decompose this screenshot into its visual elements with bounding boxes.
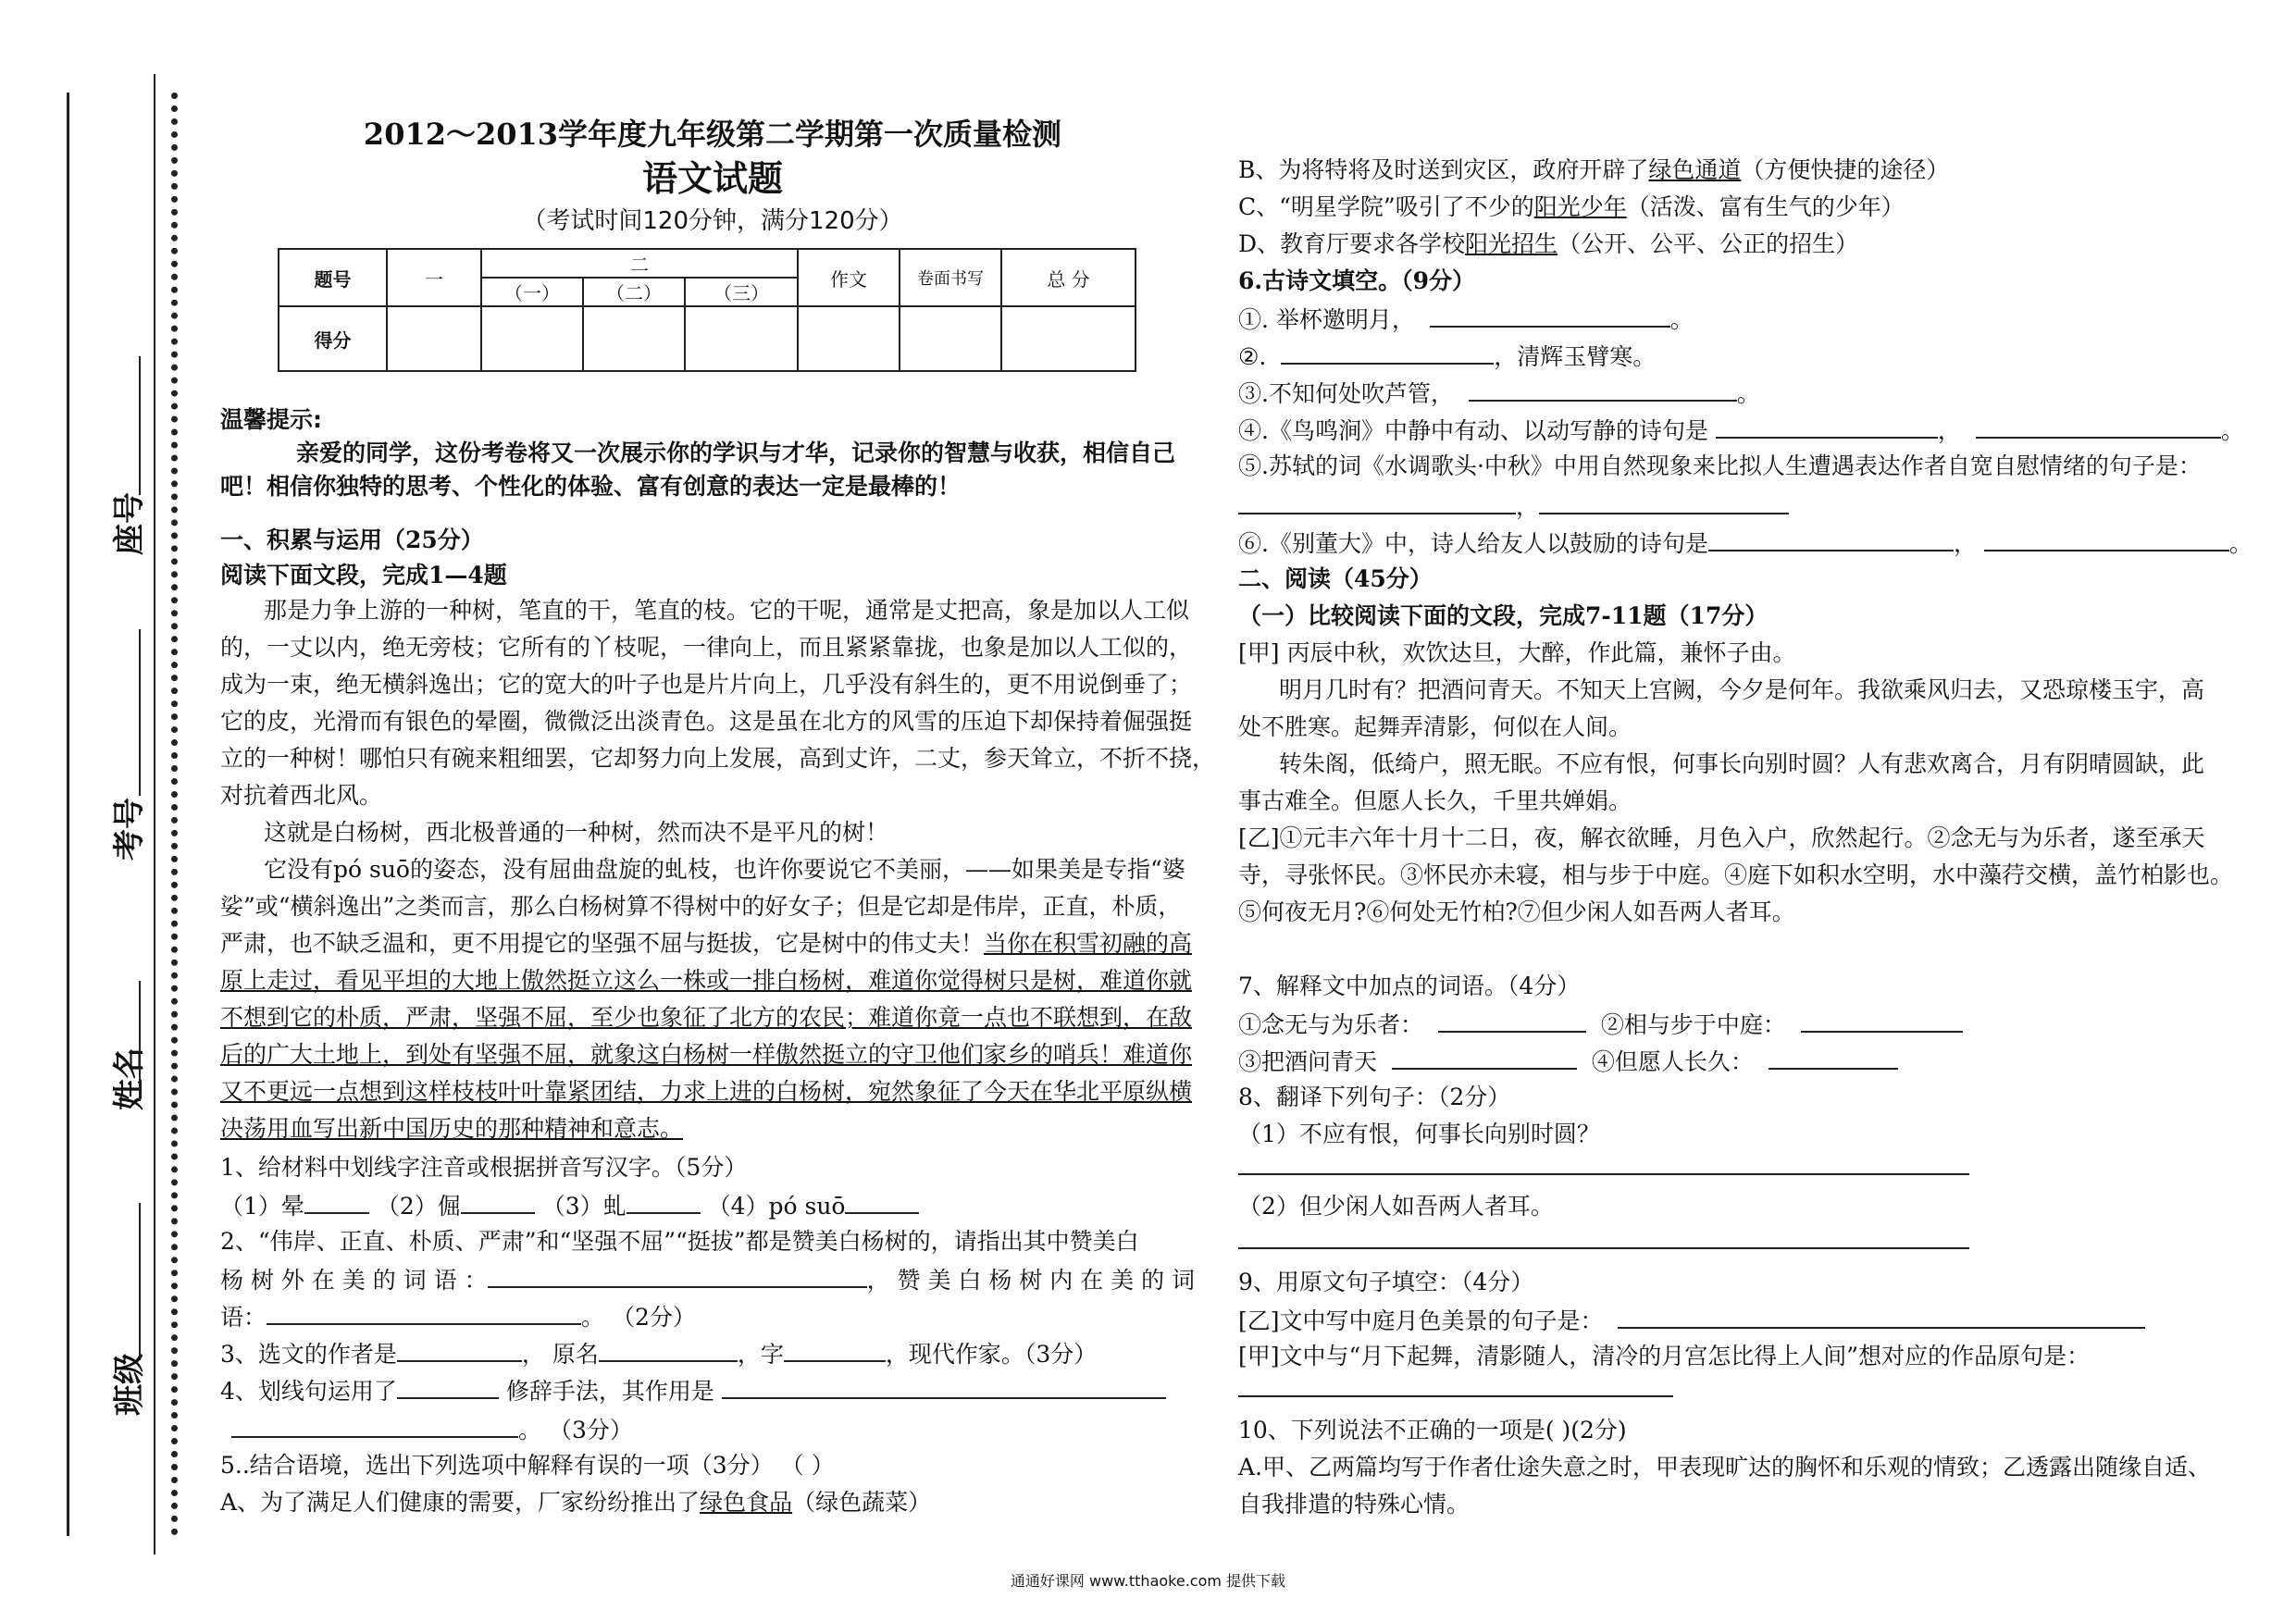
q7-item: ①念无与为乐者：	[1238, 1011, 1424, 1038]
score-cell[interactable]	[583, 306, 685, 371]
header-sub2: （二）	[583, 278, 685, 306]
answer-blank[interactable]	[488, 1262, 867, 1288]
answer-blank[interactable]	[267, 1299, 581, 1325]
answer-blank[interactable]	[845, 1188, 919, 1214]
header-writing: 卷面书写	[900, 249, 1001, 306]
question-2-line-3	[220, 1299, 696, 1334]
q9-item-2: [甲]文中与“月下起舞，清影随人，清冷的月宫怎比得上人间”想对应的作品原句是：	[1238, 1343, 2091, 1369]
q3-a: 3、选文的作者是	[220, 1341, 397, 1368]
class-label: 班级	[111, 1353, 148, 1416]
yi-line: 寺，寻张怀民。③怀民亦未寝，相与步于中庭。④庭下如积水空明，水中藻荇交横，盖竹柏影也。	[1238, 861, 2234, 888]
answer-blank[interactable]	[1984, 526, 2229, 551]
item-sep: ，	[1516, 493, 1540, 520]
binding-line-2	[154, 74, 155, 1555]
score-cell[interactable]	[685, 306, 798, 371]
answer-blank[interactable]	[1281, 339, 1494, 365]
header-one: 一	[387, 249, 481, 306]
section-2-title: 二、阅读（45分）	[1238, 565, 1433, 592]
q2-outer: 杨 树 外 在 美 的 词 语 ：	[220, 1267, 488, 1294]
passage-text: 严肃，也不缺乏温和，更不用提它的坚强不屈与挺拔，它是树中的伟丈夫！	[220, 930, 985, 957]
binding-line	[67, 93, 69, 1536]
score-cell[interactable]	[481, 306, 583, 371]
option-explain: （绿色蔬菜）	[792, 1489, 932, 1516]
q8-item-2: （2）但少闲人如吾两人者耳。	[1238, 1193, 1554, 1220]
subject-title: 语文试题	[641, 157, 783, 199]
underlined-sentence: 决荡用血写出新中国历史的那种精神和意志。	[220, 1115, 684, 1142]
score-cell[interactable]	[1001, 306, 1136, 371]
read-hint: 阅读下面文段，完成1—4题	[220, 562, 507, 588]
q5-option-a	[220, 1486, 931, 1519]
q6-item-4	[1238, 413, 2244, 448]
item-text: ④.《鸟鸣涧》中静中有动、以动写静的诗句是	[1238, 417, 1708, 444]
name-label: 姓名	[111, 1047, 148, 1110]
answer-blank[interactable]	[1469, 376, 1737, 402]
option-text: D、教育厅要求各学校	[1238, 230, 1466, 257]
tips-line-2: 吧！相信你独特的思考、个性化的体验、富有创意的表达一定是最棒的！	[220, 473, 962, 500]
exam-no-field[interactable]	[139, 629, 141, 796]
answer-blank[interactable]	[1430, 302, 1670, 328]
option-explain: （活泼、富有生气的少年）	[1626, 193, 1905, 220]
passage-line: 那是力争上游的一种树，笔直的干，笔直的枝。它的干呢，通常是丈把高，象是加以人工似	[264, 597, 1190, 624]
q1-item-4: （4）pó suō	[707, 1193, 846, 1220]
answer-line[interactable]	[1238, 1395, 1673, 1397]
answer-blank[interactable]	[461, 1188, 535, 1214]
exam-title: 2012～2013学年度九年级第二学期第一次质量检测	[363, 117, 1062, 152]
answer-blank[interactable]	[1539, 489, 1789, 514]
score-cell[interactable]	[387, 306, 481, 371]
q7-row-2	[1238, 1044, 1898, 1079]
q1-item-2: （2）倔	[376, 1193, 461, 1220]
score-table	[278, 248, 1136, 372]
passage-line: 它没有pó suō的姿态，没有屈曲盘旋的虬枝，也许你要说它不美丽，——如果美是专指“婆	[264, 856, 1185, 883]
option-term: 绿色食品	[700, 1489, 793, 1516]
question-1-items	[220, 1188, 919, 1223]
q6-item-3	[1238, 376, 1760, 411]
question-8: 8、翻译下列句子：（2分）	[1238, 1084, 1511, 1110]
q6-item-6	[1238, 526, 2253, 561]
row-score-label: 得分	[279, 306, 387, 371]
tips-label: 温馨提示:	[220, 406, 322, 433]
option-text: A、为了满足人们健康的需要，厂家纷纷推出了	[220, 1489, 701, 1516]
option-explain: （公开、公平、公正的招生）	[1558, 230, 1859, 257]
q6-item-2	[1238, 339, 1656, 374]
seat-label: 座号	[111, 492, 148, 555]
answer-blank[interactable]	[1708, 526, 1954, 551]
q2-word-label: 语：	[220, 1304, 267, 1331]
yi-line: ⑤何夜无月?⑥何处无竹柏?⑦但少闲人如吾两人者耳。	[1238, 898, 1795, 925]
header-sub1: （一）	[481, 278, 583, 306]
passage-line: 娑”或“横斜逸出”之类而言，那么白杨树算不得树中的好女子；但是它却是伟岸，正直，朴质，	[220, 893, 1182, 920]
q9-item-1	[1238, 1303, 2145, 1338]
question-2-line-2	[220, 1262, 1195, 1297]
option-term: 阳光招生	[1465, 230, 1558, 257]
underlined-sentence: 后的广大土地上，到处有坚强不屈，就象这白杨树一样傲然挺立的守卫他们家乡的哨兵！难道你	[220, 1041, 1193, 1068]
answer-blank[interactable]	[1238, 489, 1516, 514]
question-2: 2、“伟岸、正直、朴质、严肃”和“坚强不屈”“挺拔”都是赞美白杨树的，请指出其中赞美白	[220, 1228, 1139, 1255]
answer-line[interactable]	[1238, 1247, 1969, 1249]
q5-option-b	[1238, 154, 1949, 187]
item-text: ②.	[1238, 343, 1267, 370]
cut-line	[171, 93, 178, 1536]
jia-line: 事古难全。但愿人长久，千里共婵娟。	[1238, 787, 1632, 814]
passage-line	[220, 927, 1192, 960]
passage-line: 对抗着西北风。	[220, 782, 383, 809]
answer-line[interactable]	[1238, 1173, 1969, 1175]
q2-score: 。 （2分）	[581, 1304, 696, 1331]
q4-a: 4、划线句运用了	[220, 1378, 397, 1405]
q3-c: ，字	[737, 1341, 784, 1368]
item-end: 。	[1736, 380, 1760, 407]
q5-option-c	[1238, 191, 1905, 224]
header-tihao: 题号	[279, 249, 387, 306]
item-sep: ，	[1953, 530, 1977, 557]
answer-blank[interactable]	[722, 1373, 1166, 1399]
q9-text: [乙]文中写中庭月色美景的句子是：	[1238, 1307, 1604, 1334]
answer-blank[interactable]	[1769, 1044, 1898, 1070]
answer-blank[interactable]	[231, 1412, 518, 1438]
question-10: 10、下列说法不正确的一项是( )(2分)	[1238, 1417, 1627, 1443]
score-cell[interactable]	[798, 306, 900, 371]
passage-line: 这就是白杨树，西北极普通的一种树，然而决不是平凡的树！	[264, 819, 889, 846]
underlined-sentence: 不想到它的朴质，严肃，坚强不屈，至少也象征了北方的农民；难道你竟一点也不联想到，在敌	[220, 1004, 1193, 1031]
header-essay: 作文	[798, 249, 900, 306]
q7-row-1	[1238, 1007, 1963, 1042]
answer-blank[interactable]	[1976, 413, 2221, 439]
jia-line: 处不胜寒。起舞弄清影，何似在人间。	[1238, 713, 1632, 740]
passage-line: 它的皮，光滑而有银色的晕圈，微微泛出淡青色。这是虽在北方的风雪的压迫下却保持着倔强挺	[220, 708, 1193, 735]
score-cell[interactable]	[900, 306, 1001, 371]
answer-blank[interactable]	[627, 1188, 701, 1214]
answer-blank[interactable]	[1438, 1007, 1586, 1033]
item-end: 。	[1669, 306, 1694, 333]
answer-blank[interactable]	[304, 1188, 369, 1214]
item-text: ③.不知何处吹芦管，	[1238, 380, 1454, 407]
question-7: 7、解释文中加点的词语。（4分）	[1238, 973, 1581, 999]
section-1-title: 一、积累与运用（25分）	[220, 527, 484, 553]
passage-line: 的，一丈以内，绝无旁枝；它所有的丫枝呢，一律向上，而且紧紧靠拢，也象是加以人工似的，	[220, 634, 1193, 661]
passage-line: 成为一束，绝无横斜逸出；它的宽大的叶子也是片片向上，几乎没有斜生的，更不用说倒垂了；	[220, 671, 1193, 698]
q5-option-d	[1238, 228, 1858, 261]
q3-b: ， 原名	[521, 1341, 599, 1368]
seat-field[interactable]	[139, 356, 141, 495]
question-6: 6.古诗文填空。（9分）	[1238, 267, 1475, 294]
q3-d: ，现代作家。（3分）	[885, 1341, 1098, 1368]
item-end: ，清辉玉臂寒。	[1494, 343, 1657, 370]
jia-intro: [甲] 丙辰中秋，欢饮达旦，大醉，作此篇，兼怀子由。	[1238, 639, 1796, 666]
q4-c: 。 （3分）	[518, 1417, 633, 1443]
question-4	[220, 1373, 1166, 1408]
name-field[interactable]	[139, 981, 141, 1101]
footer-credit: 通通好课网 www.tthaoke.com 提供下载	[1010, 1572, 1286, 1590]
answer-blank[interactable]	[1716, 413, 1938, 439]
q6-item-5-blanks	[1238, 489, 1789, 524]
q7-item: ②相与步于中庭：	[1600, 1011, 1786, 1038]
option-term: 绿色通道	[1648, 156, 1742, 183]
underlined-sentence: 当你在积雪初融的高	[984, 930, 1193, 957]
yi-line: [乙]①元丰六年十月十二日，夜，解衣欲睡，月色入户，欣然起行。②念无与为乐者，遂至承天	[1238, 824, 2205, 851]
item-end: 。	[2228, 530, 2253, 557]
q8-item-1: （1）不应有恨，何事长向别时圆？	[1238, 1121, 1600, 1147]
item-sep: ，	[1937, 417, 1961, 444]
question-5: 5..结合语境，选出下列选项中解释有误的一项（3分） （ ）	[220, 1452, 835, 1479]
question-4-line-2	[231, 1412, 633, 1447]
q4-b: 修辞手法，其作用是	[505, 1378, 714, 1405]
header-two: 二	[481, 249, 798, 278]
underlined-sentence: 原上走过，看见平坦的大地上傲然挺立这么一株或一排白杨树，难道你觉得树只是树，难道你就	[220, 967, 1193, 994]
option-term: 阳光少年	[1533, 193, 1627, 220]
exam-no-label: 考号	[111, 798, 148, 861]
q1-item-3: （3）虬	[541, 1193, 627, 1220]
q2-inner: ， 赞 美 白 杨 树 内 在 美 的 词	[866, 1267, 1196, 1294]
question-3	[220, 1336, 1097, 1371]
answer-blank[interactable]	[397, 1373, 499, 1399]
item-text: ①. 举杯邀明月，	[1238, 306, 1415, 333]
jia-line: 明月几时有？把酒问青天。不知天上宫阙，今夕是何年。我欲乘风归去，又恐琼楼玉宇，高	[1279, 676, 2205, 703]
answer-blank[interactable]	[784, 1336, 886, 1362]
header-total: 总 分	[1001, 249, 1136, 306]
tips-line-1: 亲爱的同学，这份考卷将又一次展示你的学识与才华，记录你的智慧与收获，相信自己	[296, 440, 1176, 466]
class-field[interactable]	[139, 1203, 141, 1360]
passage-line: 立的一种树！哪怕只有碗来粗细罢，它却努力向上发展，高到丈许，二丈，参天耸立，不折不挠，	[220, 745, 1216, 772]
answer-blank[interactable]	[1392, 1044, 1577, 1070]
item-end: 。	[2220, 417, 2244, 444]
option-explain: （方便快捷的途径）	[1741, 156, 1950, 183]
q1-item-1: （1）晕	[220, 1193, 304, 1220]
underlined-sentence: 又不更远一点想到这样枝枝叶叶靠紧团结，力求上进的白杨树，宛然象征了今天在华北平原纵横	[220, 1078, 1193, 1105]
q10-option-a: A.甲、乙两篇均写于作者仕途失意之时，甲表现旷达的胸怀和乐观的情致；乙透露出随缘自适、	[1238, 1454, 2212, 1481]
sub-section-1-title: （一）比较阅读下面的文段，完成7-11题（17分）	[1238, 602, 1769, 629]
q7-item: ④但愿人长久：	[1591, 1048, 1754, 1075]
jia-line: 转朱阁，低绮户，照无眠。不应有恨，何事长向别时圆？人有悲欢离合，月有阴晴圆缺，此	[1279, 750, 2205, 777]
answer-blank[interactable]	[1801, 1007, 1963, 1033]
header-sub3: （三）	[685, 278, 798, 306]
option-text: B、为将特将及时送到灾区，政府开辟了	[1238, 156, 1649, 183]
q7-item: ③把酒问青天	[1238, 1048, 1378, 1075]
question-9: 9、用原文句子填空：（4分）	[1238, 1269, 1534, 1295]
q10-option-a-cont: 自我排遣的特殊心情。	[1238, 1491, 1471, 1518]
answer-blank[interactable]	[1618, 1303, 2145, 1329]
answer-blank[interactable]	[599, 1336, 738, 1362]
q6-item-5: ⑤.苏轼的词《水调歌头·中秋》中用自然现象来比拟人生遭遇表达作者自宽自慰情绪的句子是：	[1238, 452, 2202, 479]
item-text: ⑥.《别董大》中，诗人给友人以鼓励的诗句是	[1238, 530, 1708, 557]
option-text: C、“明星学院”吸引了不少的	[1238, 193, 1534, 220]
exam-info: （考试时间120分钟，满分120分）	[522, 207, 903, 235]
answer-blank[interactable]	[397, 1336, 522, 1362]
q6-item-1	[1238, 302, 1694, 337]
question-1: 1、给材料中划线字注音或根据拼音写汉字。（5分）	[220, 1154, 748, 1181]
